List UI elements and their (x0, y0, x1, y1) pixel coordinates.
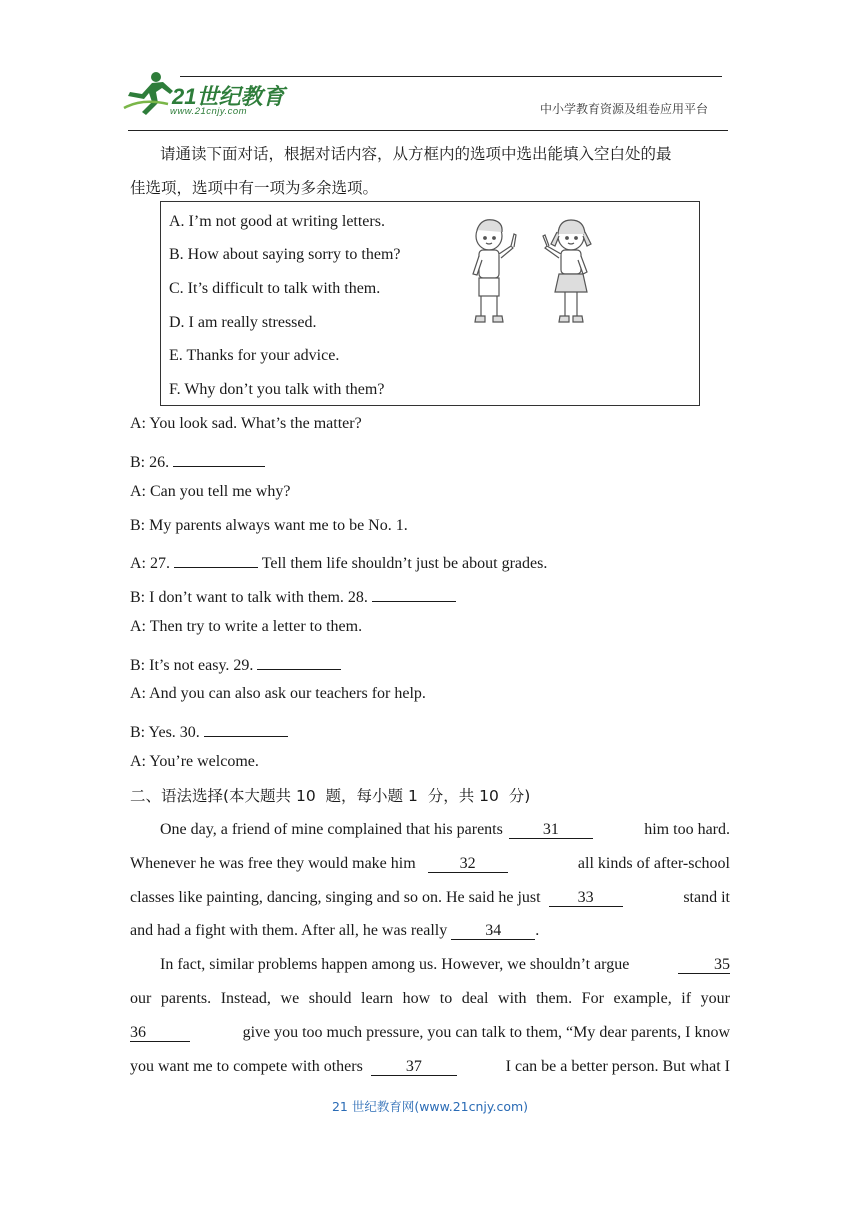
dialogue-line-6 (130, 583, 456, 608)
para1-line-4-prefix: and had a fight with them. After all, he was really (130, 922, 452, 939)
para1-line-1-prefix: One day, a friend of mine complained that his parents (160, 821, 503, 838)
dialogue-line-10 (130, 718, 288, 743)
instruction-line-2: 佳选项，选项中有一项为多余选项。 (130, 179, 379, 197)
option-b: B. How about saying sorry to them? (169, 246, 401, 263)
answer-blank-28[interactable] (372, 583, 456, 602)
answer-blank-27[interactable] (174, 549, 258, 568)
answer-blank-26[interactable] (173, 448, 265, 467)
answer-blank-34[interactable]: 34 (451, 921, 535, 940)
para1-line-1 (160, 820, 730, 840)
dialogue-line-11: A: You’re welcome. (130, 753, 259, 770)
answer-blank-36[interactable]: 36 (130, 1023, 190, 1042)
site-logo (122, 68, 292, 124)
logo-url: www.21cnjy.com (170, 106, 248, 117)
option-f: F. Why don’t you talk with them? (169, 381, 385, 398)
dialogue-line-5-prefix: A: 27. (130, 555, 174, 572)
answer-blank-30[interactable] (204, 718, 288, 737)
option-c: C. It’s difficult to talk with them. (169, 280, 381, 297)
page-footer[interactable]: 21 世纪教育网(www.21cnjy.com) (331, 1099, 529, 1114)
children-illustration (467, 212, 607, 334)
dialogue-line-6-text: B: I don’t want to talk with them. 28. (130, 589, 372, 606)
option-d: D. I am really stressed. (169, 314, 317, 331)
dialogue-line-2 (130, 448, 265, 473)
para1-line-2-prefix: Whenever he was free they would make him (130, 855, 416, 872)
answer-blank-33[interactable]: 33 (549, 888, 623, 907)
para1-line-2-suffix: all kinds of after-school (577, 855, 730, 872)
dialogue-line-4: B: My parents always want me to be No. 1. (130, 517, 408, 534)
para2-line-1-prefix: In fact, similar problems happen among us. However, we shouldn’t argue (160, 956, 630, 973)
para2-line-2: our parents. Instead, we should learn how to deal with them. For example, if your (130, 990, 730, 1007)
para2-line-3 (130, 1023, 730, 1043)
answer-blank-32[interactable]: 32 (428, 854, 508, 873)
answer-blank-37[interactable]: 37 (371, 1057, 457, 1076)
section-heading: 二、语法选择(本大题共 10 题，每小题 1 分，共 10 分) (130, 787, 531, 805)
platform-tagline: 中小学教育资源及组卷应用平台 (539, 102, 708, 116)
page-header (128, 66, 728, 136)
para1-line-2 (130, 854, 730, 874)
dialogue-line-1: A: You look sad. What’s the matter? (130, 415, 362, 432)
dialogue-line-3: A: Can you tell me why? (130, 483, 291, 500)
para1-line-4 (130, 921, 539, 941)
dialogue-line-8-text: B: It’s not easy. 29. (130, 657, 258, 674)
para1-line-3-suffix: stand it (683, 889, 730, 906)
answer-blank-35[interactable]: 35 (678, 955, 730, 974)
dialogue-line-2-text: B: 26. (130, 454, 174, 471)
dialogue-line-5 (130, 549, 547, 574)
answer-blank-29[interactable] (257, 651, 341, 670)
logo-text: 21世纪教育 (172, 84, 285, 109)
para1-line-3 (130, 888, 730, 908)
dialogue-line-7: A: Then try to write a letter to them. (130, 618, 363, 635)
para2-line-1 (160, 955, 730, 975)
para2-line-3-suffix: give you too much pressure, you can talk to them, “My dear parents, I know (242, 1024, 730, 1041)
dialogue-line-10-text: B: Yes. 30. (130, 724, 204, 741)
dialogue-line-8 (130, 651, 341, 676)
para2-line-4-suffix: I can be a better person. But what I (505, 1058, 730, 1075)
options-box (160, 201, 700, 406)
dialogue-line-9: A: And you can also ask our teachers for help. (130, 685, 426, 702)
instruction-line-1: 请通读下面对话，根据对话内容，从方框内的选项中选出能填入空白处的最 (160, 145, 672, 163)
para2-line-4-prefix: you want me to compete with others (130, 1058, 363, 1075)
para2-line-4 (130, 1057, 730, 1077)
header-bottom-rule (128, 130, 728, 131)
dialogue-line-5-suffix: Tell them life shouldn’t just be about grades. (258, 555, 548, 572)
option-a: A. I’m not good at writing letters. (169, 213, 385, 230)
para1-line-4-suffix: . (535, 922, 540, 939)
para1-line-3-prefix: classes like painting, dancing, singing and so on. He said he just (130, 889, 541, 906)
answer-blank-31[interactable]: 31 (509, 820, 593, 839)
para1-line-1-suffix: him too hard. (644, 821, 730, 838)
option-e: E. Thanks for your advice. (169, 347, 340, 364)
